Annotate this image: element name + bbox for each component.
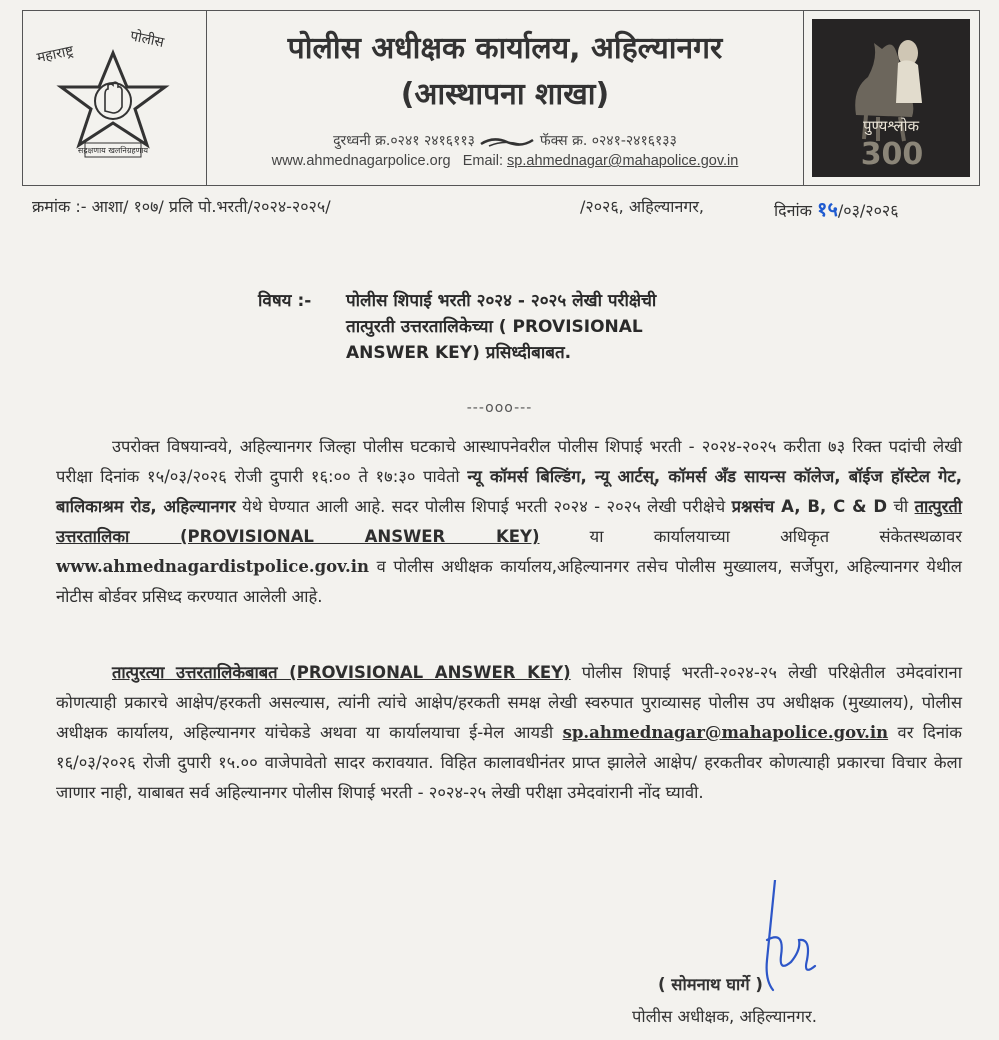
fax-number: फॅक्स क्र. ०२४१-२४१६१३३ (539, 133, 677, 149)
reference-date (774, 195, 899, 222)
date-handwritten-day: १५ (817, 197, 838, 221)
subject-line-3: ANSWER KEY) प्रसिध्दीबाबत. (346, 343, 572, 363)
paragraph-text: या कार्यालयाच्या अधिकृत संकेतस्थळावर (539, 527, 962, 546)
commemorative-caption: पुण्यश्लोक (862, 117, 920, 135)
objection-email-link[interactable]: sp.ahmednagar@mahapolice.gov.in (562, 723, 889, 742)
answer-key-title: तात्पुरती उत्तरतालिका (PROVISIONAL ANSWER KEY) (56, 497, 962, 546)
decorative-swirl-icon (479, 134, 535, 148)
contact-web-line (207, 153, 803, 169)
svg-text:पोलीस: पोलीस (128, 28, 166, 52)
svg-text:महाराष्ट्र: महाराष्ट्र (35, 42, 75, 67)
date-label: दिनांक (774, 201, 812, 220)
separator: ---ooo--- (466, 400, 533, 416)
contact-phone-line (207, 131, 803, 150)
paragraph-text: उपरोक्त विषयान्वये, अहिल्यानगर जिल्हा पोलीस घटकाचे आस्थापनेवरील पोलीस शिपाई भरती - २०२४-२०२५ करीता ७३ रिक्त पदांची लेखी परीक्षा दिनांक १५/०३/२०२६ रोजी दुपारी १६:०० ते १७:३० पावेतो (56, 437, 962, 486)
signatory-name: ( सोमनाथ घार्गे ) (658, 975, 763, 994)
phone-number: दुरध्वनी क्र.०२४१ २४१६११३ (333, 133, 475, 149)
website-link[interactable]: www.ahmednagarpolice.org (271, 153, 451, 169)
paragraph-text: ची (887, 497, 915, 516)
subject-line-1: पोलीस शिपाई भरती २०२४ - २०२५ लेखी परीक्षेची (346, 291, 657, 311)
letterhead (22, 10, 980, 186)
paragraph-text: पोलीस शिपाई भरती-२०२४-२५ लेखी परिक्षेतील उमेदवांराना कोणत्याही प्रकारचे आक्षेप/हरकती असल्यास, त्यांनी त्यांचे आक्षेप/हरकती समक्ष लेखी स्वरुपात पुराव्यासह पोलीस उप अधीक्षक (मुख्यालय), पोलीस अधीक्षक कार्यालय, अहिल्यानगर यांचेकडे अथवा या कार्यालयाचा ई-मेल आयडी (56, 663, 962, 742)
reference-line (32, 195, 972, 221)
email-link[interactable]: sp.ahmednagar@mahapolice.gov.in (507, 153, 739, 169)
date-month-year: /०३/२०२६ (837, 201, 899, 220)
commemorative-panel (803, 11, 979, 185)
subject-line-2: तात्पुरती उत्तरतालिकेच्या ( PROVISIONAL (346, 317, 643, 337)
svg-text:सद्रक्षणाय खलनिग्रहणाय: सद्रक्षणाय खलनिग्रहणाय (77, 146, 149, 155)
reference-place: /२०२६, अहिल्यानगर, (580, 197, 704, 216)
answer-key-heading: तात्पुरत्या उत्तरतालिकेबाबत (PROVISIONAL ANSWER KEY) (112, 663, 571, 682)
official-website-link[interactable]: www.ahmednagardistpolice.gov.in (56, 557, 370, 576)
subject-text (346, 288, 766, 366)
commemorative-number: 300 (860, 137, 924, 172)
paragraph-text: येथे घेण्यात आली आहे. सदर पोलीस शिपाई भरती २०२४ - २०२५ लेखी परीक्षेचे (235, 497, 732, 516)
signatory-designation: पोलीस अधीक्षक, अहिल्यानगर. (632, 1007, 817, 1026)
paragraph-text: वर दिनांक १६/०३/२०२६ रोजी दुपारी १५.०० वाजेपावेतो सादर करावयात. विहित कालावधीनंतर प्राप्त झालेले आक्षेप/ हरकतीवर कोणत्याही प्रकारचा विचार केला जाणार नाही, याबाबत सर्व अहिल्यानगर पोलीस शिपाई भरती - २०२४-२५ लेखी परीक्षा उमेदवांरानी नोंद घ्यावी. (56, 723, 962, 802)
body-paragraph-1 (56, 432, 962, 612)
exam-venue: न्यू कॉमर्स बिल्डिंग, न्यू आर्टस्, कॉमर्स अँड सायन्स कॉलेज, बॉईज हॉस्टेल गेट, बालिकाश्रम रोड, अहिल्यानगर (56, 467, 962, 516)
paragraph-text: व पोलीस अधीक्षक कार्यालय,अहिल्यानगर तसेच पोलीस मुख्यालय, सर्जेपुरा, अहिल्यानगर येथील नोटीस बोर्डवर प्रसिध्द करण्यात आलेली आहे. (56, 557, 962, 606)
body-paragraph-2 (56, 658, 962, 808)
subject-label: विषय :- (258, 291, 312, 311)
office-subtitle: (आस्थापना शाखा) (400, 77, 610, 112)
email-label: Email: (462, 153, 503, 169)
question-sets: प्रश्नसंच A, B, C & D (731, 497, 888, 516)
emblem-panel (23, 11, 207, 185)
office-title: पोलीस अधीक्षक कार्यालय, अहिल्यानगर (287, 31, 723, 66)
reference-number: क्रमांक :- आशा/ १०७/ प्रलि पो.भरती/२०२४-२०२५/ (32, 197, 331, 216)
police-emblem-logo (33, 25, 193, 173)
commemorative-image (812, 19, 970, 177)
